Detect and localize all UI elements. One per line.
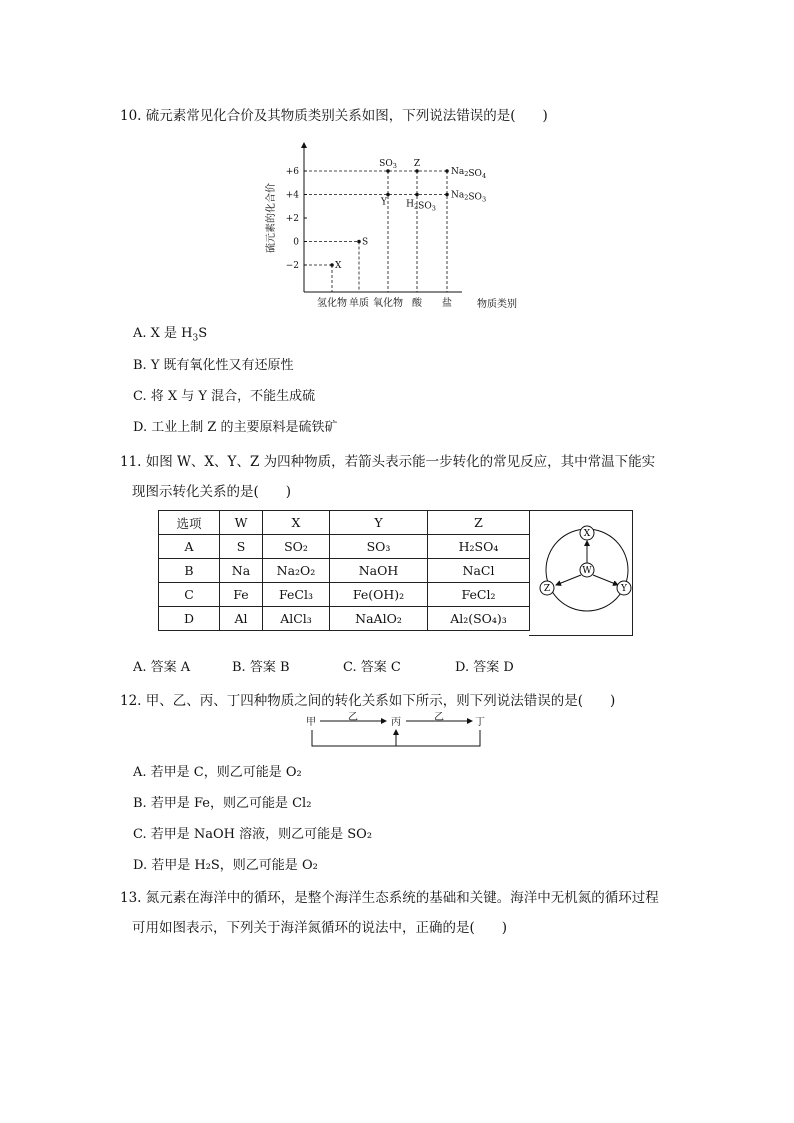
x-tick-label: 氧化物 [373,298,403,309]
arrow-w-to-z [556,575,581,585]
q13-stem-line1: 13. 氮元素在海洋中的循环，是整个海洋生态系统的基础和关键。海洋中无机氮的循环过程 [120,890,659,906]
q13-stem-line2: 可用如图表示，下列关于海洋氮循环的说法中，正确的是( ) [132,920,508,936]
q10-option-d[interactable]: D. 工业上制 Z 的主要原料是硫铁矿 [133,420,338,435]
data-point [415,169,419,173]
table-header-row [159,511,530,535]
q10-stem: 10. 硫元素常见化合价及其物质类别关系如图，下列说法错误的是( ) [120,108,548,124]
table-cell: AlCl₃ [263,607,330,631]
y-tick-label: −2 [285,261,299,271]
q12-option-a[interactable]: A. 若甲是 C，则乙可能是 O₂ [133,765,302,780]
table-cell: FeCl₃ [263,583,330,607]
header-cell: W [220,511,263,535]
table-row [159,559,530,583]
q12-option-d[interactable]: D. 若甲是 H₂S，则乙可能是 O₂ [133,858,318,873]
scheme-yi-1: 乙 [348,712,358,723]
node-x-label: X [583,529,591,539]
table-cell: NaAlO₂ [330,607,428,631]
table-cell: D [159,607,220,631]
node-z-label: Z [543,584,551,594]
q12-option-c[interactable]: C. 若甲是 NaOH 溶液，则乙可能是 SO₂ [133,827,373,842]
scheme-yi-2: 乙 [434,712,444,723]
data-point-label: S [362,237,369,248]
data-point-label: X [335,261,342,271]
data-point-label: $Na_2SO_3$ [451,190,487,204]
table-cell: B [159,559,220,583]
table-cell: Fe [220,583,263,607]
table-cell: SO₃ [330,535,428,559]
q11-option-c[interactable]: C. 答案 C [343,660,401,675]
q11-cycle-diagram [529,511,632,635]
q10-option-a[interactable]: A. X 是 $H_3S$ [133,326,208,344]
table-cell: Fe(OH)₂ [330,583,428,607]
y-tick-label: +2 [285,214,299,224]
table-cell: H₂SO₄ [428,535,530,559]
node-y-label: Y [621,584,627,594]
data-point [445,193,449,197]
data-point-label: $H_2SO_3$ [406,199,436,213]
table-cell: Al [220,607,263,631]
data-point-label: $Na_2SO_4$ [451,167,487,180]
table-cell: Na [220,559,263,583]
q11-option-b[interactable]: B. 答案 B [232,660,290,675]
data-point [445,169,449,173]
data-point [357,240,361,244]
q11-diagram-box [529,510,633,636]
table-cell: Al₂(SO₄)₃ [428,607,530,631]
header-cell: X [263,511,330,535]
table-cell: FeCl₂ [428,583,530,607]
x-tick-label: 氢化物 [317,298,347,309]
q12-option-b[interactable]: B. 若甲是 Fe，则乙可能是 Cl₂ [133,796,312,811]
table-cell: SO₂ [263,535,330,559]
table-row [159,583,530,607]
q11-table [158,510,530,631]
data-point [415,193,419,197]
data-point [330,263,334,267]
header-cell: 选项 [159,511,220,535]
table-cell: C [159,583,220,607]
q12-stem: 12. 甲、乙、丙、丁四种物质之间的转化关系如下所示，则下列说法错误的是( ) [120,693,616,709]
arrow-w-to-y [593,575,618,585]
table-cell: NaOH [330,559,428,583]
q10-option-b[interactable]: B. Y 既有氧化性又有还原性 [133,358,294,373]
table-row [159,535,530,559]
q11-stem-line1: 11. 如图 W、X、Y、Z 为四种物质，若箭头表示能一步转化的常见反应，其中常温下能实 [120,454,656,470]
data-point-label: Z [413,159,421,169]
q12-scheme [300,712,500,752]
q10-chart [262,140,552,310]
y-tick-label: +6 [285,167,299,177]
table-row [159,607,530,631]
data-point-label: Y [381,197,387,208]
x-tick-label: 盐 [442,298,452,309]
y-tick-label: +4 [285,190,299,201]
x-tick-label: 单质 [349,298,369,309]
q11-option-d[interactable]: D. 答案 D [455,660,514,675]
data-point [386,169,390,173]
data-point [386,193,390,197]
q10-option-c[interactable]: C. 将 X 与 Y 混合，不能生成硫 [133,389,316,404]
y-axis-label: 硫元素的化合价 [266,183,277,253]
table-cell: NaCl [428,559,530,583]
y-tick-label: 0 [293,237,299,248]
x-axis-label: 物质类别 [477,299,517,310]
header-cell: Z [428,511,530,535]
table-cell: Na₂O₂ [263,559,330,583]
node-w-label: W [582,566,592,576]
scheme-ding: 丁 [475,717,485,728]
y-axis-arrow [301,142,307,148]
x-tick-label: 酸 [412,298,422,309]
data-point-label: $SO_3$ [379,159,397,170]
q11-stem-line2: 现图示转化关系的是( ) [132,484,292,500]
table-cell: A [159,535,220,559]
header-cell: Y [330,511,428,535]
q11-option-a[interactable]: A. 答案 A [133,660,191,675]
scheme-jia: 甲 [306,717,316,728]
scheme-bing: 丙 [391,717,401,728]
table-cell: S [220,535,263,559]
